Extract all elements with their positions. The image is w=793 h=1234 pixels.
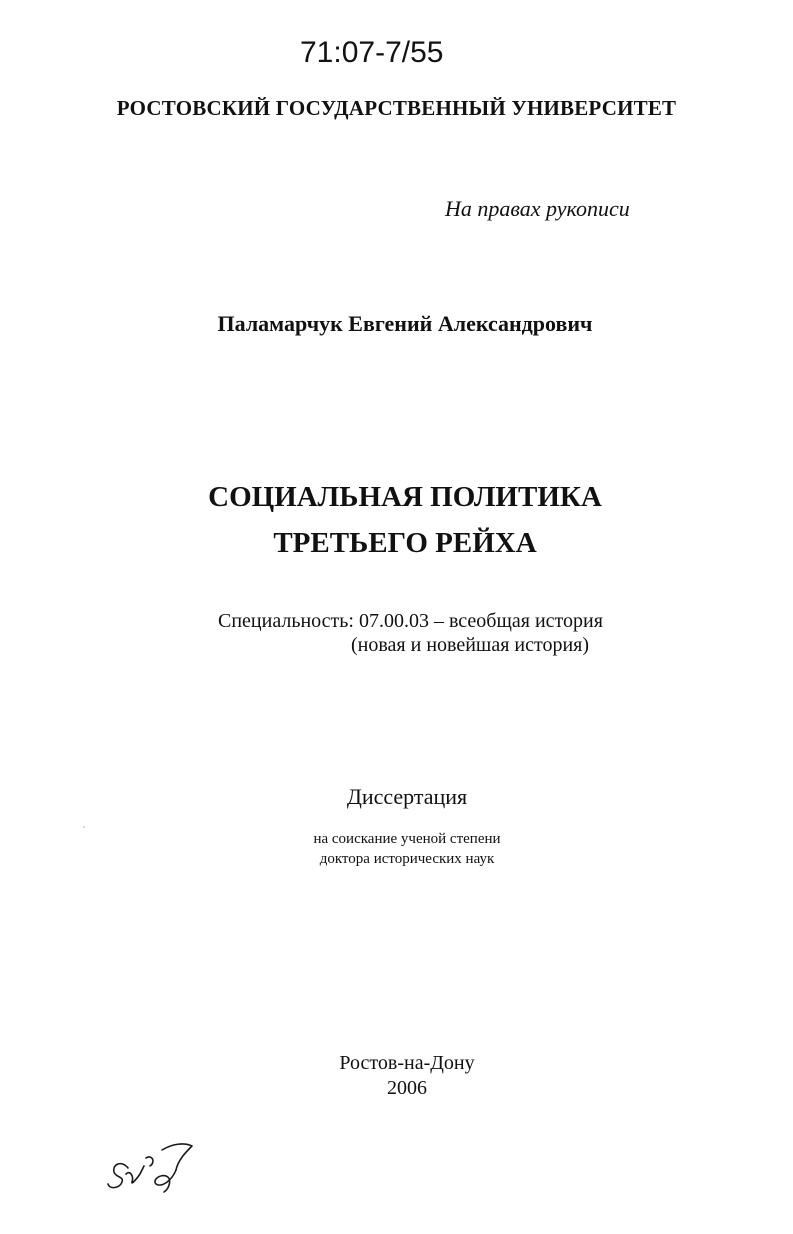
- author-name: Паламарчук Евгений Александрович: [217, 311, 593, 336]
- city: Ростов-на-Дону: [339, 1052, 475, 1074]
- specialty-line-1: Специальность: 07.00.03 – всеобщая история: [218, 610, 603, 632]
- work-type: Диссертация: [346, 784, 468, 809]
- university-name: РОСТОВСКИЙ ГОСУДАРСТВЕННЫЙ УНИВЕРСИТЕТ: [116, 96, 677, 120]
- dissertation-title-line-2: ТРЕТЬЕГО РЕЙХА: [273, 527, 537, 559]
- handwritten-signature: [100, 1130, 210, 1200]
- catalog-number: 71:07-7/55: [300, 36, 444, 69]
- degree-line-2: доктора исторических наук: [319, 851, 495, 867]
- scan-speck: [83, 826, 85, 828]
- specialty-line-2: (новая и новейшая история): [351, 634, 590, 656]
- degree-line-1: на соискание ученой степени: [313, 831, 501, 847]
- manuscript-rights-note: На правах рукописи: [445, 196, 630, 221]
- dissertation-title-line-1: СОЦИАЛЬНАЯ ПОЛИТИКА: [208, 481, 602, 513]
- year: 2006: [387, 1077, 427, 1099]
